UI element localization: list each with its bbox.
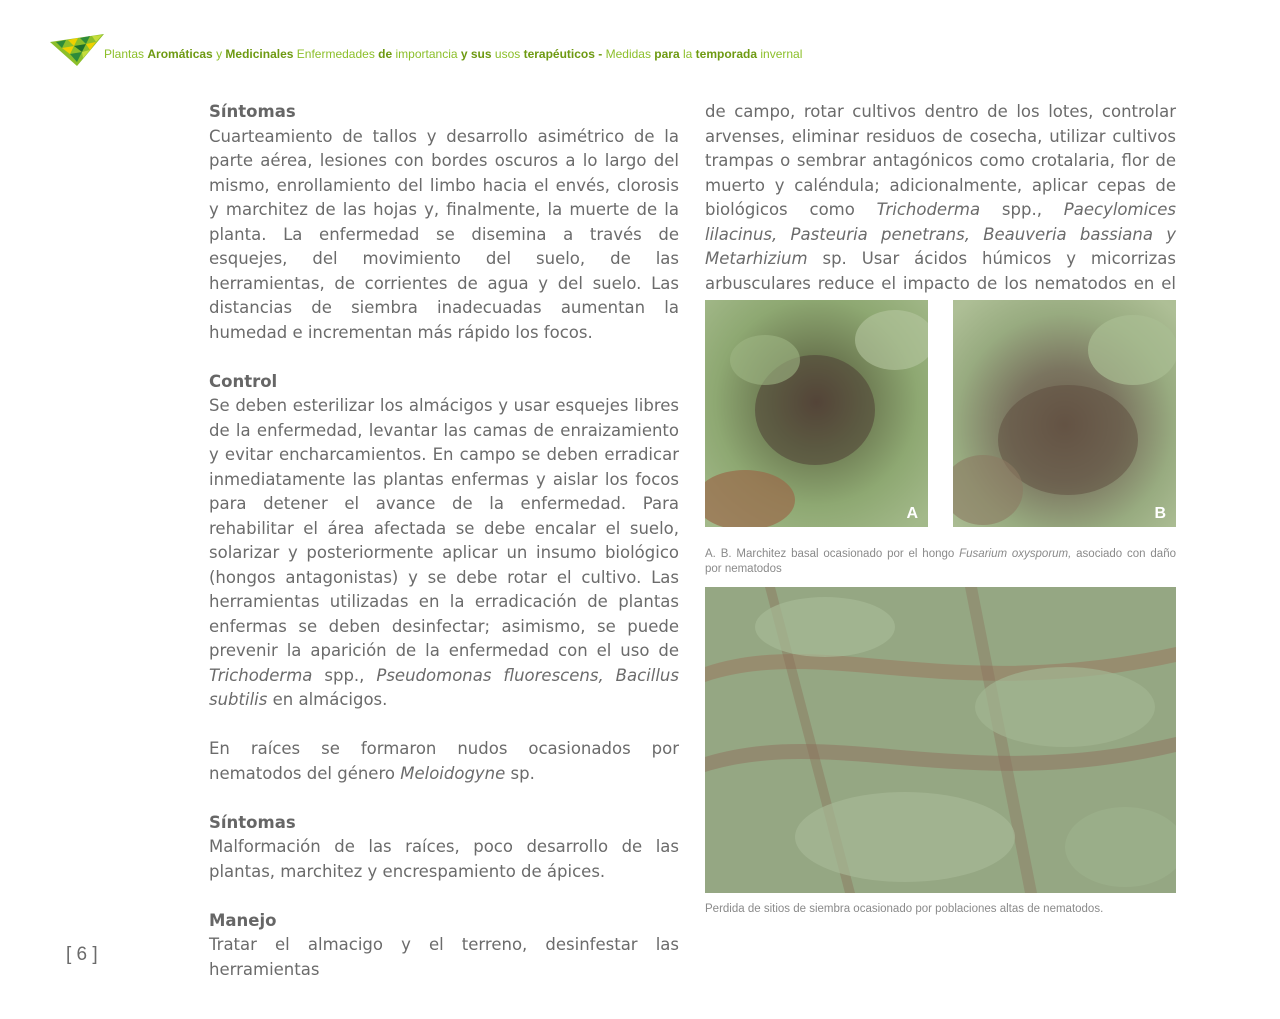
paragraph-sintomas-2: Malformación de las raíces, poco desarrollo de las plantas, marchitez y encrespamiento de ápices. [209,837,679,881]
header-part: invernal [757,47,803,61]
left-column [209,100,679,982]
header-part: terapéuticos - [523,47,603,61]
heading-sintomas: Síntomas [209,102,296,121]
paragraph-control: Se deben esterilizar los almácigos y usar esquejes libres de la enfermedad, levantar las camas de enraizamiento y evitar encharcamientos. En campo se deben erradicar inmediatamente las plantas enfermas y aislar los focos para detener el avance de la enfermedad. Para rehabilitar el área afectada se debe encalar el suelo, solarizar y posteriormente aplicar un insumo biológico (hongos antagonistas) y se debe rotar el cultivo. Las herramientas utilizadas en la erradicación de plantas enfermas se deben desinfectar; asimismo, se puede prevenir la aparición de la enfermedad con el uso de Trichoderma spp., Pseudomonas fluorescens, Bacillus subtilis en almácigos. [209,396,679,709]
header-part: Medicinales [225,47,294,61]
photo-b [953,300,1176,527]
header-part: y sus [460,47,492,61]
photo-field-image [705,587,1176,893]
header-part: importancia [392,47,461,61]
caption-photos-ab: A. B. Marchitez basal ocasionado por el hongo Fusarium oxysporum, asociado con daño por nematodos [705,548,1176,575]
page-number: [ 6 ] [66,944,98,965]
header-part: Aromáticas [147,47,213,61]
header-part: temporada [695,47,758,61]
photo-b-image [953,300,1176,527]
paragraph-manejo: Tratar el almacigo y el terreno, desinfestar las herramientas [209,935,679,979]
header-part: la [679,47,696,61]
photo-a-label: A [906,505,918,522]
photo-b-label: B [1154,505,1166,522]
page-header [50,32,1150,68]
header-part: Plantas [104,47,148,61]
header-part: de [378,47,393,61]
paragraph-manejo-cont: de campo, rotar cultivos dentro de los lotes, controlar arvenses, eliminar residuos de cosecha, utilizar cultivos trampas o sembrar antagónicos como crotalaria, flor de muerto y caléndula; adicionalmente, aplicar cepas de biológicos como Trichoderma spp., Paecylomices lilacinus, Pasteuria penetrans, Beauveria bassiana y Metarhizium sp. Usar ácidos húmicos y micorrizas arbusculares reduce el impacto de los nematodos en el [705,102,1176,293]
paragraph-sintomas: Cuarteamiento de tallos y desarrollo asimétrico de la parte aérea, lesiones con bordes oscuros a lo largo del mismo, enrollamiento del limbo hacia el envés, clorosis y marchitez de las hojas y, finalmente, la muerte de la planta. La enfermedad se disemina a través de esquejes, del movimiento del suelo, de las herramientas, de corrientes de agua y del suelo. Las distancias de siembra inadecuadas aumentan la humedad e incrementan más rápido los focos. [209,126,679,342]
photo-a [705,300,928,527]
paragraph-nematodos: En raíces se formaron nudos ocasionados por nematodos del género Meloidogyne sp. [209,739,679,783]
right-column [705,100,1176,321]
heading-control: Control [209,371,278,391]
header-part: y [212,47,226,61]
photo-field [705,587,1176,893]
header-title [104,47,802,61]
photo-a-image [705,300,928,527]
heading-sintomas-2: Síntomas [209,812,296,832]
header-part: Enfermedades [293,47,379,61]
header-part: usos [491,47,524,61]
caption-photo-field: Perdida de sitios de siembra ocasionado por poblaciones altas de nematodos. [705,903,1104,915]
heading-manejo: Manejo [209,910,277,930]
header-part: para [654,47,680,61]
logo-icon [50,32,104,68]
header-part: Medidas [602,47,655,61]
